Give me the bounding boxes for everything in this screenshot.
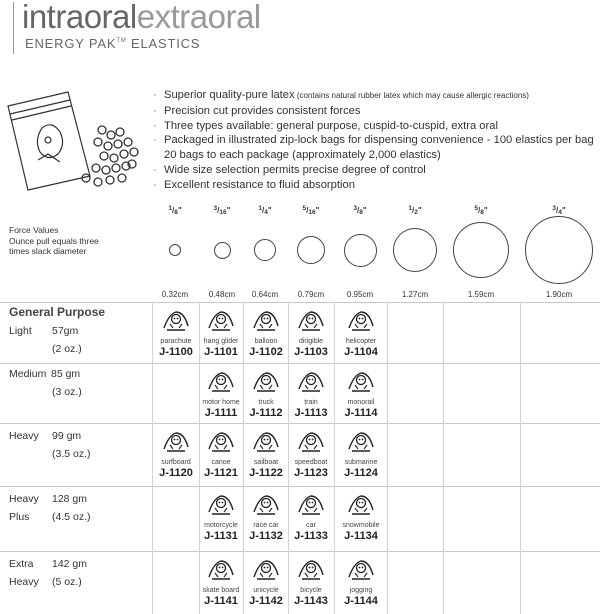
- product-caption: car: [306, 522, 316, 529]
- feature-item: · Wide size selection permits precise degree of control: [150, 163, 600, 178]
- motor-home-icon: [204, 367, 238, 395]
- size-label: $^5/_8$": [474, 205, 488, 216]
- product-code: J-1114: [344, 407, 378, 419]
- product-caption: speedboat: [294, 459, 328, 466]
- car-icon: [294, 490, 328, 518]
- elastic-size-circle: [393, 228, 437, 272]
- product-caption: parachute: [160, 338, 192, 345]
- bicycle-icon: [294, 555, 328, 583]
- force-grams: 85 gm: [51, 368, 81, 380]
- feature-item: · Precision cut provides consistent forces: [150, 104, 600, 119]
- column-divider: [288, 302, 289, 614]
- force-ounces: (2 oz.): [52, 343, 82, 355]
- size-label: $^1/_8$": [168, 205, 182, 216]
- column-divider: [334, 302, 335, 614]
- size-cm-label: 1.27cm: [401, 290, 429, 299]
- product-caption: snowmobile: [342, 522, 380, 529]
- product-caption: monorail: [347, 399, 375, 406]
- product-caption: dirigible: [298, 338, 324, 345]
- force-weight-label-2: Plus: [9, 511, 30, 523]
- force-weight-label: Medium: [9, 368, 47, 380]
- size-label: $^3/_8$": [353, 205, 367, 216]
- elastic-size-circle: [344, 234, 377, 267]
- product-code: J-1133: [294, 530, 328, 542]
- row-divider: [0, 423, 600, 424]
- row-divider: [0, 363, 600, 364]
- product-caption: motor home: [202, 399, 240, 406]
- snowmobile-icon: [344, 490, 378, 518]
- product-code: J-1131: [204, 530, 238, 542]
- surfboard-icon: [159, 427, 193, 455]
- product-caption: balloon: [254, 338, 278, 345]
- row-divider: [0, 551, 600, 552]
- size-cm-label: 1.90cm: [545, 290, 573, 299]
- product-code: J-1120: [159, 467, 193, 479]
- column-divider: [443, 302, 444, 614]
- force-ounces: (3.5 oz.): [52, 448, 91, 460]
- product-caption: sailboat: [253, 459, 279, 466]
- header-divider: [13, 2, 14, 54]
- product-caption: truck: [258, 399, 274, 406]
- product-code: J-1143: [294, 595, 328, 607]
- elastic-size-circle: [214, 242, 231, 259]
- force-values-note: Force Values Ounce pull equals three times slack diameter: [9, 225, 99, 256]
- product-caption: helicopter: [345, 338, 377, 345]
- force-ounces: (4.5 oz.): [52, 511, 91, 523]
- force-weight-label: Light: [9, 325, 32, 337]
- size-cm-label: 0.95cm: [346, 290, 374, 299]
- force-weight-label-2: Heavy: [9, 576, 39, 588]
- product-code: J-1141: [204, 595, 238, 607]
- section-title: General Purpose: [9, 305, 106, 319]
- force-weight-label: Heavy: [9, 493, 39, 505]
- feature-item: · Three types available: general purpose, cuspid-to-cuspid, extra oral: [150, 119, 600, 134]
- product-code: J-1112: [249, 407, 283, 419]
- balloon-icon: [249, 306, 283, 334]
- size-cm-label: 0.79cm: [297, 290, 325, 299]
- column-divider: [520, 302, 521, 614]
- submarine-icon: [344, 427, 378, 455]
- product-code: J-1104: [344, 346, 378, 358]
- product-code: J-1144: [344, 595, 378, 607]
- table-top-rule: [0, 302, 600, 303]
- product-caption: jogging: [349, 587, 373, 594]
- size-cm-label: 0.32cm: [161, 290, 189, 299]
- product-code: J-1132: [249, 530, 283, 542]
- product-code: J-1103: [294, 346, 328, 358]
- product-code: J-1142: [249, 595, 283, 607]
- product-caption: race car: [253, 522, 279, 529]
- row-divider: [0, 486, 600, 487]
- force-ounces: (3 oz.): [52, 386, 82, 398]
- product-code: J-1123: [294, 467, 328, 479]
- monorail-icon: [344, 367, 378, 395]
- feature-item: · Superior quality-pure latex (contains natural rubber latex which may cause allergic reactions): [150, 88, 600, 104]
- sailboat-icon: [249, 427, 283, 455]
- size-label: $^1/_2$": [408, 205, 422, 216]
- column-divider: [243, 302, 244, 614]
- elastic-size-circle: [297, 236, 325, 264]
- size-label: $^1/_4$": [258, 205, 272, 216]
- product-code: J-1101: [204, 346, 238, 358]
- elastic-size-circle: [169, 244, 181, 256]
- product-code: J-1111: [204, 407, 238, 419]
- product-caption: motorcycle: [204, 522, 238, 529]
- hang-glider-icon: [204, 306, 238, 334]
- product-caption: canoe: [211, 459, 231, 466]
- motorcycle-icon: [204, 490, 238, 518]
- canoe-icon: [204, 427, 238, 455]
- jogging-icon: [344, 555, 378, 583]
- size-cm-label: 0.48cm: [208, 290, 236, 299]
- speedboat-icon: [294, 427, 328, 455]
- product-code: J-1113: [294, 407, 328, 419]
- helicopter-icon: [344, 306, 378, 334]
- product-caption: train: [304, 399, 318, 406]
- column-divider: [199, 302, 200, 614]
- column-divider: [152, 302, 153, 614]
- dirigible-icon: [294, 306, 328, 334]
- force-weight-label: Heavy: [9, 430, 39, 442]
- elastic-size-circle: [254, 239, 276, 261]
- feature-list: [150, 88, 600, 193]
- size-cm-label: 1.59cm: [467, 290, 495, 299]
- product-caption: skate board: [202, 587, 240, 594]
- force-grams: 99 gm: [52, 430, 82, 442]
- column-divider: [387, 302, 388, 614]
- parachute-icon: [159, 306, 193, 334]
- product-caption: surfboard: [161, 459, 191, 466]
- force-grams: 128 gm: [52, 493, 88, 505]
- elastic-package-illustration: [2, 80, 150, 200]
- product-caption: unicycle: [253, 587, 279, 594]
- product-code: J-1134: [344, 530, 378, 542]
- product-code: J-1121: [204, 467, 238, 479]
- force-grams: 142 gm: [52, 558, 88, 570]
- product-caption: submarine: [344, 459, 378, 466]
- product-code: J-1100: [159, 346, 193, 358]
- feature-item: · Excellent resistance to fluid absorption: [150, 178, 600, 193]
- race-car-icon: [249, 490, 283, 518]
- force-grams: 57gm: [52, 325, 79, 337]
- force-weight-label: Extra: [9, 558, 34, 570]
- size-label: $^3/_{16}$": [213, 205, 231, 216]
- product-code: J-1122: [249, 467, 283, 479]
- force-ounces: (5 oz.): [52, 576, 82, 588]
- elastic-size-circle: [525, 216, 593, 284]
- size-label: $^5/_{16}$": [302, 205, 320, 216]
- size-cm-label: 0.64cm: [251, 290, 279, 299]
- feature-item: · Packaged in illustrated zip-lock bags for dispensing convenience - 100 elastics per bag 20 bags to each package (approximately 2,000 elastics): [150, 133, 600, 163]
- truck-icon: [249, 367, 283, 395]
- brand-subtitle: ENERGY PAK™ ELASTICS: [25, 36, 201, 51]
- size-label: $^3/_4$": [552, 205, 566, 216]
- unicycle-icon: [249, 555, 283, 583]
- product-code: J-1102: [249, 346, 283, 358]
- elastic-size-circle: [453, 222, 509, 278]
- product-code: J-1124: [344, 467, 378, 479]
- skate-board-icon: [204, 555, 238, 583]
- product-caption: bicycle: [300, 587, 322, 594]
- train-icon: [294, 367, 328, 395]
- brand-title: intraoralextraoral: [22, 0, 261, 35]
- product-caption: hang glider: [203, 338, 239, 345]
